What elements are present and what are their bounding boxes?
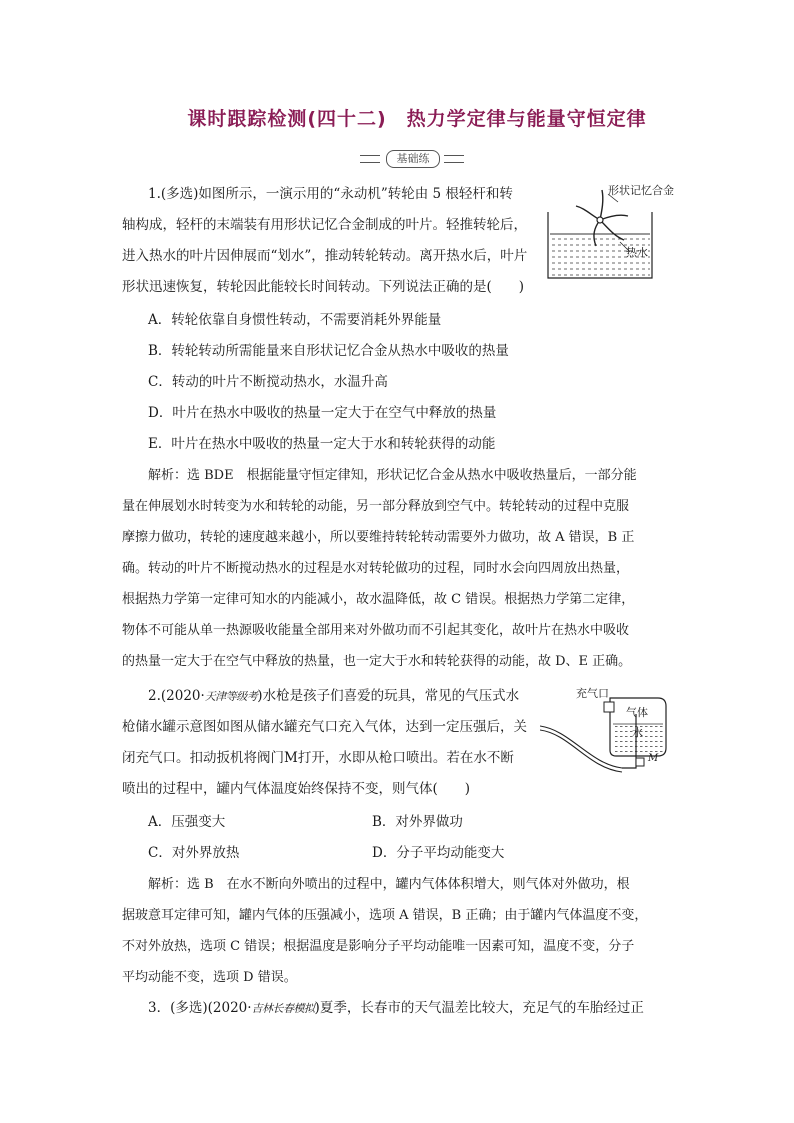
- blade: [600, 215, 628, 220]
- option-d: D．分子平均动能变大: [372, 845, 505, 861]
- analysis-line: 的热量一定大于在空气中释放的热量，也一定大于水和转轮获得的动能，故 D、E 正确。: [122, 654, 632, 669]
- analysis-line: 确。转动的叶片不断搅动热水的过程是水对转轮做功的过程，同时水会向四周放出热量，: [122, 561, 630, 576]
- figure-label-inlet: 充气口: [576, 687, 609, 700]
- valve: [636, 758, 644, 766]
- figure-label-water: 热水: [626, 246, 648, 259]
- question-text-line: 轴构成，轻杆的末端装有用形状记忆合金制成的叶片。轻推转轮后，: [122, 217, 527, 233]
- option-a: A．转轮依靠自身惯性转动，不需要消耗外界能量: [148, 312, 442, 328]
- air-inlet: [604, 702, 614, 712]
- axle: [597, 217, 603, 223]
- question-text-line: 喷出的过程中，罐内气体温度始终保持不变，则气体( ): [122, 781, 471, 797]
- option-a: A．压强变大: [148, 814, 226, 830]
- option-b: B．转轮转动所需能量来自形状记忆合金从热水中吸收的热量: [148, 343, 509, 359]
- source-label: 天津等级考: [204, 690, 258, 703]
- section-label: 基础练: [386, 150, 440, 168]
- option-c: C．对外界放热: [148, 845, 240, 861]
- left-rule: [360, 155, 380, 163]
- question-text-line: 形状迅速恢复，转轮因此能较长时间转动。下列说法正确的是( ): [122, 279, 525, 295]
- analysis-line: 解析：选 B 在水不断向外喷出的过程中，罐内气体体积增大，则气体对外做功，根: [148, 877, 630, 892]
- blade: [600, 190, 603, 220]
- option-b: B．对外界做功: [372, 814, 463, 830]
- analysis-line: 摩擦力做功，转轮的速度越来越小，所以要维持转轮转动需要外力做功，故 A 错误，B 正: [122, 530, 635, 545]
- question-text-line: 枪储水罐示意图如图从储水罐充气口充入气体，达到一定压强后，关: [122, 719, 527, 735]
- outlet-tube: [622, 764, 636, 768]
- option-c: C．转动的叶片不断搅动热水，水温升高: [148, 374, 388, 390]
- question-3: 3．(多选)(2020·吉林长春模拟)夏季，长春市的天气温差比较大，充足气的车胎经过正: [148, 1000, 644, 1016]
- figure-water-gun: [540, 684, 680, 776]
- blade: [576, 206, 600, 220]
- question-text-line: 2.(2020·天津等级考)水枪是孩子们喜爱的玩具，常见的气压式水: [148, 688, 520, 704]
- figure-label-alloy: 形状记忆合金: [608, 184, 674, 197]
- section-header: [360, 150, 464, 168]
- analysis-line: 据玻意耳定律可知，罐内气体的压强减小，选项 A 错误，B 正确；由于罐内气体温度不变，: [122, 908, 648, 923]
- analysis-line: 量在伸展划水时转变为水和转轮的动能，另一部分释放到空气中。转轮转动的过程中克服: [122, 499, 630, 514]
- figure-label-gas: 气体: [626, 706, 648, 719]
- question-text-line: 进入热水的叶片因伸展而“划水”，推动转轮转动。离开热水后，叶片: [122, 248, 528, 264]
- figure-label-water: 水: [632, 726, 643, 739]
- option-d: D．叶片在热水中吸收的热量一定大于在空气中释放的热量: [148, 405, 497, 421]
- analysis-line: 根据热力学第一定律可知水的内能减小，故水温降低，故 C 错误。根据热力学第二定律，: [122, 592, 635, 607]
- analysis-line: 平均动能不变，选项 D 错误。: [122, 970, 297, 985]
- option-e: E．叶片在热水中吸收的热量一定大于水和转轮获得的动能: [148, 436, 496, 452]
- analysis-line: 解析：选 BDE 根据能量守恒定律知，形状记忆合金从热水中吸收热量后，一部分能: [148, 468, 637, 483]
- question-text-line: 1.(多选)如图所示，一演示用的“永动机”转轮由 5 根轻杆和转: [148, 186, 513, 202]
- analysis-line: 不对外放热，选项 C 错误；根据温度是影响分子平均动能唯一因素可知，温度不变，分子: [122, 939, 635, 954]
- figure-label-valve: M: [648, 753, 659, 764]
- page-title: 课时跟踪检测(四十二) 热力学定律与能量守恒定律: [187, 108, 647, 130]
- analysis-line: 物体不可能从单一热源吸收能量全部用来对外做功而不引起其变化，故叶片在热水中吸收: [122, 623, 630, 638]
- right-rule: [444, 155, 464, 163]
- question-text-line: 闭充气口。扣动扳机将阀门M打开，水即从枪口喷出。若在水不断: [122, 750, 514, 766]
- source-label: 吉林长春模拟: [251, 1002, 315, 1015]
